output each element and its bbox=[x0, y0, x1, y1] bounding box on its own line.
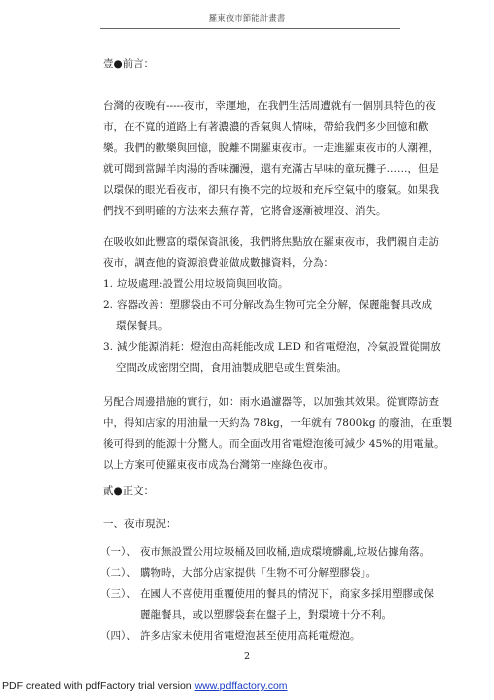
paragraph-line: 在吸收如此豐富的環保資訊後，我們將焦點放在羅東夜市，我們親自走訪 bbox=[103, 236, 439, 248]
document-header-title: 羅東夜市節能計畫書 bbox=[208, 14, 286, 24]
list-item-number: （二）、 bbox=[100, 567, 137, 579]
subsection-heading: 一、夜市現況： bbox=[103, 518, 177, 530]
section-2 bbox=[103, 481, 403, 502]
header-divider bbox=[100, 28, 400, 29]
section-heading-preface: 壹●前言： bbox=[103, 58, 155, 70]
paragraph-line: 以環保的眼光看夜市，卻只有換不完的垃圾和充斥空氣中的廢氣。如果我 bbox=[103, 184, 439, 196]
paragraph-line: 就可聞到當歸羊肉湯的香味瀰漫，還有充滿古早味的童玩攤子……，但是 bbox=[103, 163, 439, 175]
preface-paragraph-2 bbox=[103, 232, 439, 274]
list-item bbox=[100, 626, 410, 647]
list-item-text: 垃圾處理:設置公用垃圾筒與回收筒。 bbox=[117, 278, 289, 290]
paragraph-line: 中，得知店家的用油量一天約為 78kg，一年就有 7800kg 的廢油，在重製 bbox=[103, 417, 453, 429]
pdf-footer bbox=[2, 680, 288, 692]
list-item bbox=[100, 542, 431, 563]
paragraph-line: 樂。我們的歡樂與回憶，脫離不開羅東夜市。一走進羅東夜市的人潮裡， bbox=[103, 142, 439, 154]
list-item bbox=[100, 563, 410, 584]
list-item-number: （三）、 bbox=[100, 588, 137, 600]
paragraph-line: 們找不到明確的方法來去蕪存菁，它將會逐漸被埋沒、消失。 bbox=[103, 205, 387, 217]
list-item-text: 夜市無設置公用垃圾桶及回收桶,造成環境髒亂,垃圾佔據角落。 bbox=[140, 546, 431, 558]
list-item-continuation: 環保餐具。 bbox=[116, 320, 169, 332]
section-1 bbox=[103, 54, 403, 75]
list-item-text: 購物時，大部分店家提供「生物不可分解塑膠袋」。 bbox=[140, 567, 377, 579]
section-heading-main-text: 貳●正文： bbox=[103, 485, 155, 497]
measures-list bbox=[103, 274, 441, 379]
list-item bbox=[103, 274, 403, 295]
paragraph-line: 夜市，調查他的資源浪費並做成數據資料，分為： bbox=[103, 257, 334, 269]
list-item-continuation: 空間改成密閉空間，食用油製成肥皂或生質柴油。 bbox=[116, 362, 347, 374]
footer-text: PDF created with pdfFactory trial version bbox=[2, 680, 195, 692]
list-item-number: （四）、 bbox=[100, 630, 137, 642]
paragraph-line: 市，在不寬的道路上有著濃濃的香氣與人情味，帶給我們多少回憶和歡 bbox=[103, 121, 429, 133]
list-item-text: 容器改善：塑膠袋由不可分解改為生物可完全分解，保麗龍餐具改成 bbox=[117, 299, 432, 311]
paragraph-line: 以上方案可使羅東夜市成為台灣第一座綠色夜市。 bbox=[103, 459, 334, 471]
status-list bbox=[100, 542, 434, 647]
list-item-text: 在國人不喜使用重覆使用的餐具的情況下，商家多採用塑膠或保 bbox=[140, 588, 434, 600]
preface-paragraph-3 bbox=[103, 392, 453, 476]
list-item-text: 許多店家未使用省電燈泡甚至使用高耗電燈泡。 bbox=[140, 630, 361, 642]
footer-link[interactable]: www.pdffactory.com bbox=[194, 680, 288, 692]
list-item bbox=[100, 584, 434, 605]
list-item bbox=[103, 295, 432, 316]
list-item-text: 減少能源消耗：燈泡由高耗能改成 LED 和省電燈泡，冷氣設置從開放 bbox=[117, 341, 441, 353]
subsection-current-status bbox=[103, 514, 403, 535]
page-number: 2 bbox=[243, 651, 251, 662]
list-item-continuation: 麗龍餐具，或以塑膠袋套在盤子上，對環境十分不利。 bbox=[140, 609, 392, 621]
list-item bbox=[103, 337, 441, 358]
list-item-number: 2. bbox=[103, 299, 114, 311]
list-item-number: 1. bbox=[103, 278, 114, 290]
paragraph-line: 另配合周邊措施的實行，如：雨水過濾器等，以加強其效果。從實際訪查 bbox=[103, 396, 439, 408]
list-item-number: 3. bbox=[103, 341, 114, 353]
paragraph-line: 後可得到的能源十分驚人。而全面改用省電燈泡後可減少 45%的用電量。 bbox=[103, 438, 445, 450]
preface-paragraph-1 bbox=[103, 96, 439, 222]
list-item-number: （一）、 bbox=[100, 546, 137, 558]
paragraph-line: 台灣的夜晚有-----夜市，幸運地，在我們生活周遭就有一個別具特色的夜 bbox=[103, 100, 436, 112]
